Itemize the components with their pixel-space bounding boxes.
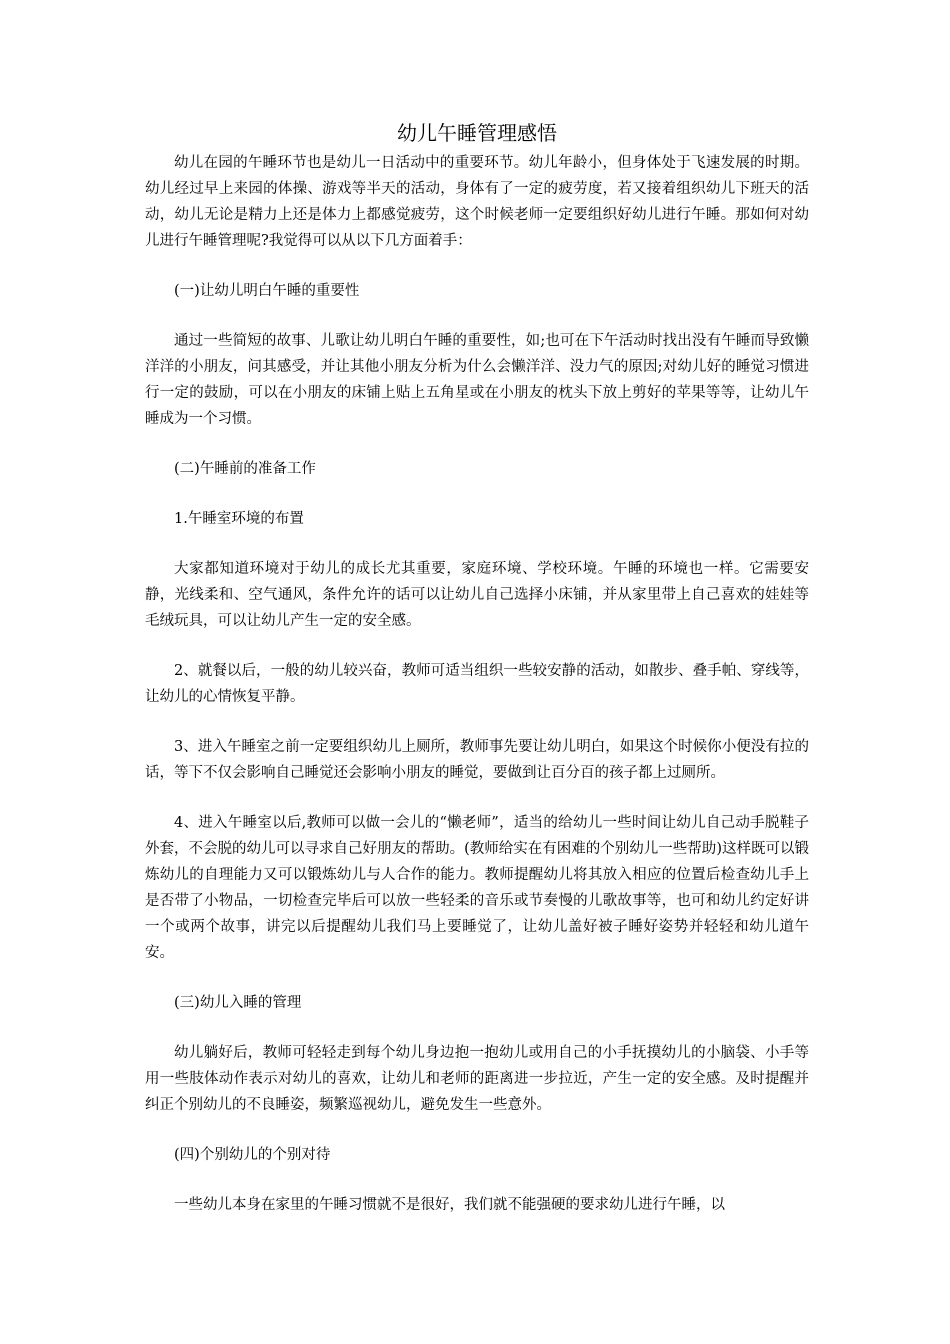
subheading-environment: 1.午睡室环境的布置 (174, 511, 304, 527)
document-page (145, 118, 809, 1242)
paragraph-sleep-management: 幼儿躺好后，教师可轻轻走到每个幼儿身边抱一抱幼儿或用自己的小手抚摸幼儿的小脑袋、小手等用一些肢体动作表示对幼儿的喜欢，让幼儿和老师的距离进一步拉近，产生一定的安全感。及时提醒并纠正个别幼儿的不良睡姿，频繁巡视幼儿，避免发生一些意外。 (145, 1045, 809, 1113)
paragraph-intro: 幼儿在园的午睡环节也是幼儿一日活动中的重要环节。幼儿年龄小，但身体处于飞速发展的时期。幼儿经过早上来园的体操、游戏等半天的活动，身体有了一定的疲劳度，若又接着组织幼儿下班天的活动，幼儿无论是精力上还是体力上都感觉疲劳，这个时候老师一定要组织好幼儿进行午睡。那如何对幼儿进行午睡管理呢?我觉得可以从以下几方面着手： (145, 155, 809, 249)
document-title: 幼儿午睡管理感悟 (397, 121, 557, 145)
paragraph-importance: 通过一些简短的故事、儿歌让幼儿明白午睡的重要性，如;也可在下午活动时找出没有午睡而导致懒洋洋的小朋友，问其感受，并让其他小朋友分析为什么会懒洋洋、没力气的原因;对幼儿好的睡觉习惯进行一定的鼓励，可以在小朋友的床铺上贴上五角星或在小朋友的枕头下放上剪好的苹果等等，让幼儿午睡成为一个习惯。 (145, 333, 809, 427)
section-heading-3: (三)幼儿入睡的管理 (174, 995, 302, 1011)
section-heading-4: (四)个别幼儿的个别对待 (174, 1147, 331, 1163)
paragraph-item-2: 2、就餐以后，一般的幼儿较兴奋，教师可适当组织一些较安静的活动，如散步、叠手帕、穿线等，让幼儿的心情恢复平静。 (145, 663, 809, 705)
paragraph-item-4: 4、进入午睡室以后,教师可以做一会儿的“懒老师”，适当的给幼儿一些时间让幼儿自己动手脱鞋子外套，不会脱的幼儿可以寻求自己好朋友的帮助。(教师给实在有困难的个别幼儿一些帮助)这样既可以锻炼幼儿的自理能力又可以锻炼幼儿与人合作的能力。教师提醒幼儿将其放入相应的位置后检查幼儿手上是否带了小物品，一切检查完毕后可以放一些轻柔的音乐或节奏慢的儿歌故事等，也可和幼儿约定好讲一个或两个故事，讲完以后提醒幼儿我们马上要睡觉了，让幼儿盖好被子睡好姿势并轻轻和幼儿道午安。 (145, 815, 809, 961)
paragraph-environment: 大家都知道环境对于幼儿的成长尤其重要，家庭环境、学校环境。午睡的环境也一样。它需要安静，光线柔和、空气通风，条件允许的话可以让幼儿自己选择小床铺，并从家里带上自己喜欢的娃娃等毛绒玩具，可以让幼儿产生一定的安全感。 (145, 561, 809, 629)
section-heading-1: (一)让幼儿明白午睡的重要性 (174, 283, 360, 299)
paragraph-item-3: 3、进入午睡室之前一定要组织幼儿上厕所，教师事先要让幼儿明白，如果这个时候你小便没有拉的话，等下不仅会影响自己睡觉还会影响小朋友的睡觉，要做到让百分百的孩子都上过厕所。 (145, 739, 809, 781)
section-heading-2: (二)午睡前的准备工作 (174, 461, 316, 477)
paragraph-individual: 一些幼儿本身在家里的午睡习惯就不是很好，我们就不能强硬的要求幼儿进行午睡，以 (174, 1197, 725, 1213)
